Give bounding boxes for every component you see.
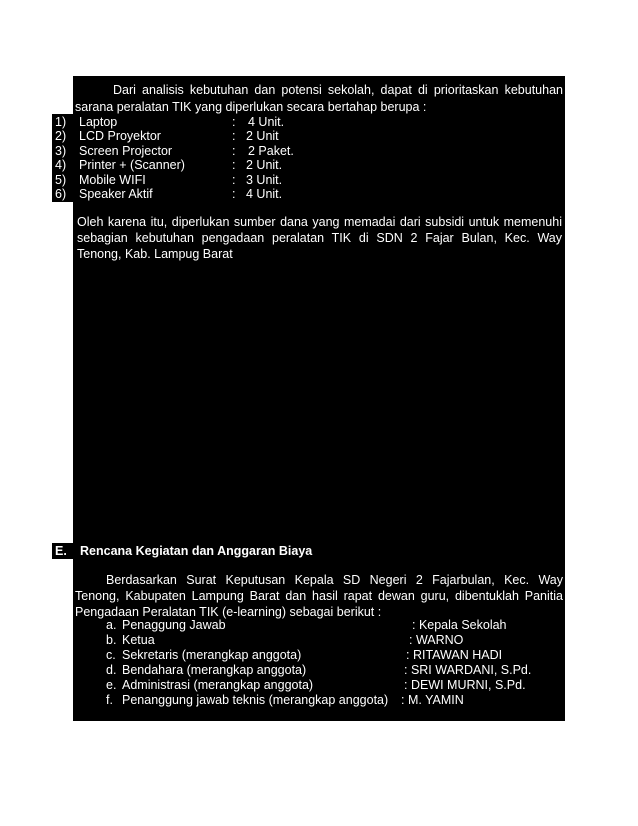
intro-line-1: Dari analisis kebutuhan dan potensi sekolah, dapat di prioritaskan kebutuhan <box>113 83 563 97</box>
item-value: 2 Unit <box>246 129 279 143</box>
committee-letter: f. <box>106 693 113 707</box>
item-number: 6) <box>55 187 67 201</box>
committee-role: Sekretaris (merangkap anggota) <box>122 648 302 662</box>
committee-name: : Kepala Sekolah <box>412 618 507 632</box>
committee-role: Penaggung Jawab <box>122 618 226 632</box>
committee-name: : M. YAMIN <box>401 693 464 707</box>
item-separator: : <box>232 129 236 143</box>
section-letter: E. <box>55 544 67 558</box>
item-number: 3) <box>55 144 67 158</box>
item-label: LCD Proyektor <box>79 129 161 143</box>
section-para-line-2: Tenong, Kabupaten Lampung Barat dan hasil rapat dewan guru, dibentuklah Panitia <box>75 589 563 603</box>
committee-letter: b. <box>106 633 117 647</box>
item-separator: : <box>232 158 236 172</box>
committee-letter: d. <box>106 663 117 677</box>
closing-line-2: sebagian kebutuhan pengadaan peralatan TIK di SDN 2 Fajar Bulan, Kec. Way <box>77 231 562 245</box>
item-number: 2) <box>55 129 67 143</box>
committee-role: Penanggung jawab teknis (merangkap anggota) <box>122 693 389 707</box>
committee-role: Bendahara (merangkap anggota) <box>122 663 307 677</box>
item-label: Speaker Aktif <box>79 187 153 201</box>
item-value: 3 Unit. <box>246 173 283 187</box>
section-para-line-1: Berdasarkan Surat Keputusan Kepala SD Negeri 2 Fajarbulan, Kec. Way <box>106 573 563 587</box>
committee-letter: e. <box>106 678 117 692</box>
section-title: Rencana Kegiatan dan Anggaran Biaya <box>80 544 313 558</box>
item-value: 2 Paket. <box>248 144 294 158</box>
item-value: 2 Unit. <box>246 158 283 172</box>
committee-role: Administrasi (merangkap anggota) <box>122 678 314 692</box>
item-separator: : <box>232 173 236 187</box>
item-number: 5) <box>55 173 67 187</box>
committee-name: : WARNO <box>409 633 464 647</box>
item-value: 4 Unit. <box>246 187 283 201</box>
closing-line-3: Tenong, Kab. Lampug Barat <box>77 247 233 261</box>
item-label: Laptop <box>79 115 118 129</box>
item-number: 1) <box>55 115 67 129</box>
committee-name: : DEWI MURNI, S.Pd. <box>404 678 526 692</box>
item-label: Mobile WIFI <box>79 173 146 187</box>
closing-line-1: Oleh karena itu, diperlukan sumber dana yang memadai dari subsidi untuk memenuhi <box>77 215 562 229</box>
section-para-line-3: Pengadaan Peralatan TIK (e-learning) sebagai berikut : <box>75 605 382 619</box>
item-separator: : <box>232 187 236 201</box>
committee-role: Ketua <box>122 633 155 647</box>
committee-name: : RITAWAN HADI <box>406 648 503 662</box>
item-separator: : <box>232 115 236 129</box>
committee-letter: a. <box>106 618 117 632</box>
item-number: 4) <box>55 158 67 172</box>
item-label: Screen Projector <box>79 144 173 158</box>
item-value: 4 Unit. <box>248 115 285 129</box>
intro-line-2: sarana peralatan TIK yang diperlukan secara bertahap berupa : <box>75 100 427 114</box>
committee-name: : SRI WARDANI, S.Pd. <box>404 663 532 677</box>
item-separator: : <box>232 144 236 158</box>
item-label: Printer + (Scanner) <box>79 158 185 172</box>
committee-letter: c. <box>106 648 116 662</box>
